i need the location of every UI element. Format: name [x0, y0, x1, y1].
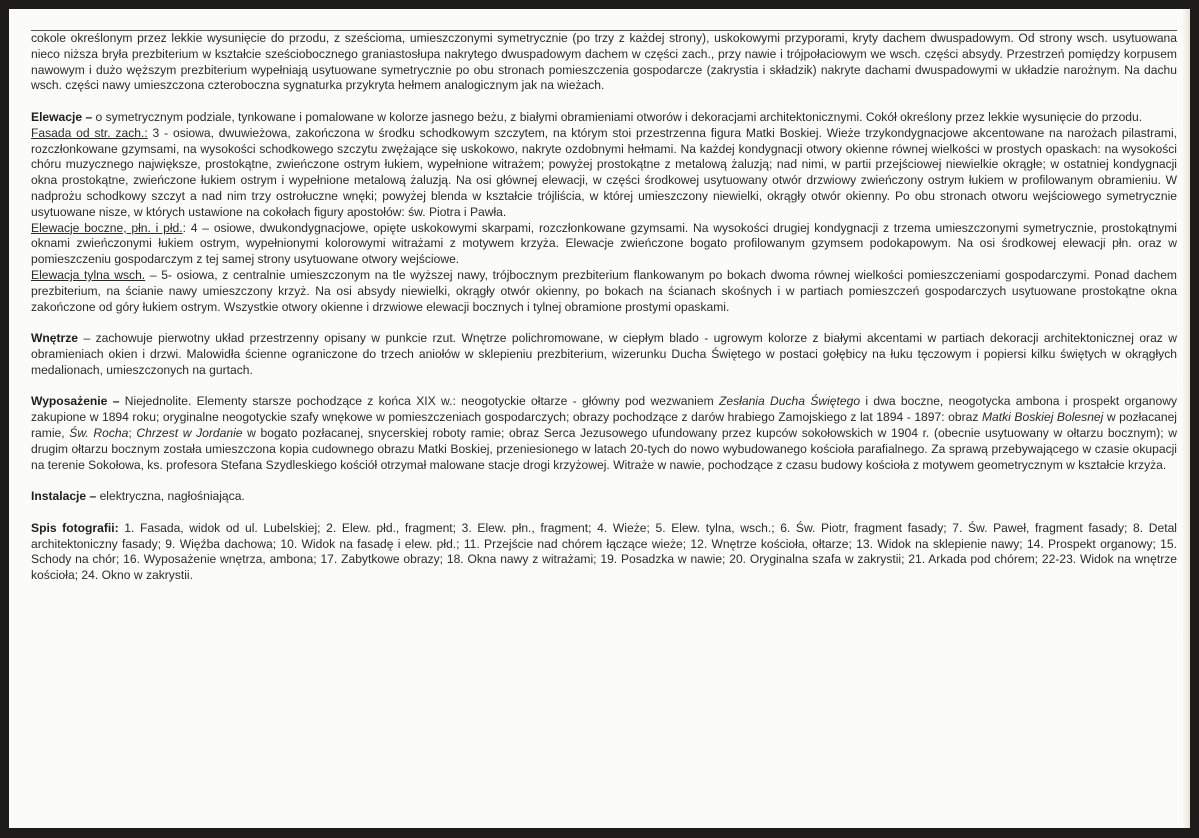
subsection-text: : 4 – osiowe, dwukondygnacjowe, opięte uskokowymi skarpami, rozczłonkowane gzymsami. Na wysokości drugiej kondygnacji z trzema umieszczonymi symetrycznie, prostokątnymi oknami zwieńczonymi łukiem ostrym, wypełnionymi kolorowymi witrażami z motywem krzyża. Elewacje zwieńczone bogato profilowanym gzymsem podokapowym. Na osi środkowej elewacji płn. oraz w pomieszczeniu gospodarczym z tej samej strony usytuowane otwory wejściowe.	[31, 220, 1177, 267]
photo-list-text: 1. Fasada, widok od ul. Lubelskiej; 2. Elew. płd., fragment; 3. Elew. płn., fragment; 4. Wieże; 5. Elew. tylna, wsch.; 6. Św. Piotr, fragment fasady; 7. Św. Paweł, fragment fasady; 8. Detal architektoniczny fasady; 9. Więźba dachowa; 10. Widok na fasadę i elew. płd.; 11. Przejście nad chórem łączące wieże; 12. Wnętrze kościoła, ołtarze; 13. Widok na sklepienie nawy; 14. Prospekt organowy; 15. Schody na chór; 16. Wyposażenie wnętrza, ambona; 17. Zabytkowe obrazy; 18. Okna nawy z witrażami; 19. Posadzka w nawie; 20. Oryginalna szafa w zakrystii; 21. Arkada pod chórem; 22-23. Widok na wnętrze kościoła; 24. Okno w zakrystii.	[31, 520, 1177, 583]
elewacje-paragraph	[31, 110, 1177, 126]
spacer	[31, 379, 1177, 395]
spacer	[31, 94, 1177, 110]
elewacja-tylna-paragraph	[31, 268, 1177, 315]
section-wnetrze	[31, 331, 1177, 378]
spacer	[31, 505, 1177, 521]
section-text: w pozłacanej ramie,	[31, 410, 1177, 440]
section-heading: Wyposażenie –	[31, 394, 120, 409]
subsection-text: 3 - osiowa, dwuwieżowa, zakończona w środku schodkowym szczytem, na którym stoi przestrzenna figura Matki Boskiej. Wieże trzykondygnacjowe akcentowane na narożach pilastrami, rozczłonkowane gzymsami, na wysokości schodkowego szczytu zwężające się uskokowo, nakryte ozdobnymi hełmami. Na każdej kondygnacji otwory okienne równej wielkości w prostych opaskach: na wysokości chóru muzycznego największe, prostokątne, zwieńczone ostrym łukiem, wypełnione witrażem; powyżej prostokątne z metalową żaluzją; nad nimi, w partii przejściowej niewielkie okrągłe; w ostatniej kondygnacji okna prostokątne, zwieńczone łukiem ostrym i wypełnione metalową żaluzją. Na osi głównej elewacji, w części środkowej usytuowany otwór drzwiowy zwieńczony ostrym łukiem w profilowanym obramieniu. W nadprożu schodkowy szczyt a nad nim trzy ostrołuczne wnęki; powyżej blenda w kształcie trójliścia, w której umieszczony niewielki, okrągły otwór okienny. Po obu stronach otworu wejściowego symetrycznie usytuowane nisze, w których ustawione na cokołach figury apostołów: św. Piotra i Pawła.	[31, 125, 1177, 219]
section-heading: Instalacje –	[31, 489, 97, 504]
section-text: ;	[128, 425, 137, 440]
spacer	[31, 315, 1177, 331]
italic-title: Matki Boskiej Bolesnej	[981, 410, 1104, 425]
section-text: i dwa boczne, neogotycka ambona i prospekt organowy zakupione w 1894 roku; oryginalne neogotyckie szafy wnękowe w pomieszczeniach gospodarczych; obrazy pochodzące z darów hrabiego Zamojskiego z lat 1894 - 1897: obraz	[31, 394, 1177, 425]
section-text: o symetrycznym podziale, tynkowane i pomalowane w kolorze jasnego beżu, z białymi obramieniami otworów i dekoracjami architektonicznymi. Cokół określony przez lekkie wysunięcie do przodu.	[92, 109, 1143, 124]
subsection-label: Elewacja tylna wsch.	[31, 267, 146, 282]
spacer	[31, 473, 1177, 489]
section-instalacje	[31, 489, 1177, 505]
document-body	[31, 31, 1177, 584]
section-text: Niejednolite. Elementy starsze pochodzące z końca XIX w.: neogotyckie ołtarze - główny pod wezwaniem	[119, 394, 719, 409]
subsection-label: Fasada od str. zach.:	[31, 125, 148, 140]
subsection-text: – 5- osiowa, z centralnie umieszczonym na tle wyższej nawy, trójbocznym prezbiterium flankowanym po bokach dwoma równej wielkości pomieszczeniami gospodarczymi. Ponad dachem prezbiterium, na ścianie nawy umieszczony krzyż. Na osi absydy niewielki, okrągły otwór okienny, po bokach na ścianach skośnych i w partiach pomieszczeń gospodarczych usytuowane prostokątne okna zakończone od góry łukiem ostrym. Wszystkie otwory okienne i drzwiowe elewacji bocznych i tylnej obramione prostymi opaskami.	[31, 267, 1177, 314]
section-text: elektryczna, nagłośniająca.	[96, 489, 245, 504]
section-heading: Spis fotografii:	[31, 520, 119, 535]
italic-title: Zesłania Ducha Świętego	[719, 394, 861, 409]
section-wyposazenie	[31, 394, 1177, 473]
subsection-label: Elewacje boczne, płn. i płd.	[31, 220, 183, 235]
elewacje-boczne-paragraph	[31, 221, 1177, 268]
fasada-paragraph	[31, 126, 1177, 221]
italic-title: Św. Rocha	[69, 425, 129, 440]
section-elewacje	[31, 110, 1177, 315]
scanned-page	[9, 9, 1190, 828]
section-text: – zachowuje pierwotny układ przestrzenny opisany w punkcie rzut. Wnętrze polichromowane, w ciepłym blado - ugrowym kolorze z białymi akcentami w partiach dekoracji architektonicznej oraz w obramieniach okien i drzwi. Malowidła ścienne ograniczone do trzech aniołów w sklepieniu prezbiterium, wizerunku Ducha Świętego w postaci gołębicy na łuku tęczowym i popiersi kilku świętych w okrągłych medalionach, umieszczonych na gurtach.	[31, 331, 1177, 377]
section-heading: Wnętrze	[31, 331, 79, 346]
section-text: w bogato pozłacanej, snycerskiej roboty ramie; obraz Serca Jezusowego ufundowany przez kupców sokołowskich w 1904 r. (obecnie usytuowany w ołtarzu bocznym); w drugim ołtarzu bocznym została umieszczona kopia cudownego obrazu Matki Boskiej, przeniesionego w latach 20-tych do nowo wybudowanego kościoła parafialnego. Za sprawą przebywającego w czasie okupacji na terenie Sokołowa, ks. profesora Stefana Szydleskiego kościół otrzymał malowane stacje drogi krzyżowej. Witraże w nawie, pochodzące z czasu budowy kościoła z motywem geometrycznym w kształcie krzyża.	[31, 425, 1177, 472]
section-heading: Elewacje –	[31, 109, 93, 124]
intro-paragraph: cokole określonym przez lekkie wysunięcie do przodu, z sześcioma, umieszczonymi symetrycznie (po trzy z każdej strony), uskokowymi przyporami, kryty dachem dwuspadowym. Od strony wsch. usytuowana nieco niższa bryła prezbiterium w kształcie sześciobocznego graniastosłupa nakrytego dwuspadowym dachem w części zach., przy nawie i trójpołaciowym we wsch. części absydy. Przestrzeń pomiędzy korpusem nawowym i dużo węższym prezbiterium wypełniają usytuowane symetrycznie po obu stronach pomieszczenia gospodarcze (zakrystia i składzik) nakryte dachami dwuspadowymi w układzie narożnym. Na dachu wsch. części nawy umieszczona czteroboczna sygnaturka przykryta hełmem analogicznym jak na wieżach.	[31, 31, 1177, 93]
section-spis-fotografii	[31, 521, 1177, 584]
italic-title: Chrzest w Jordanie	[136, 425, 243, 440]
